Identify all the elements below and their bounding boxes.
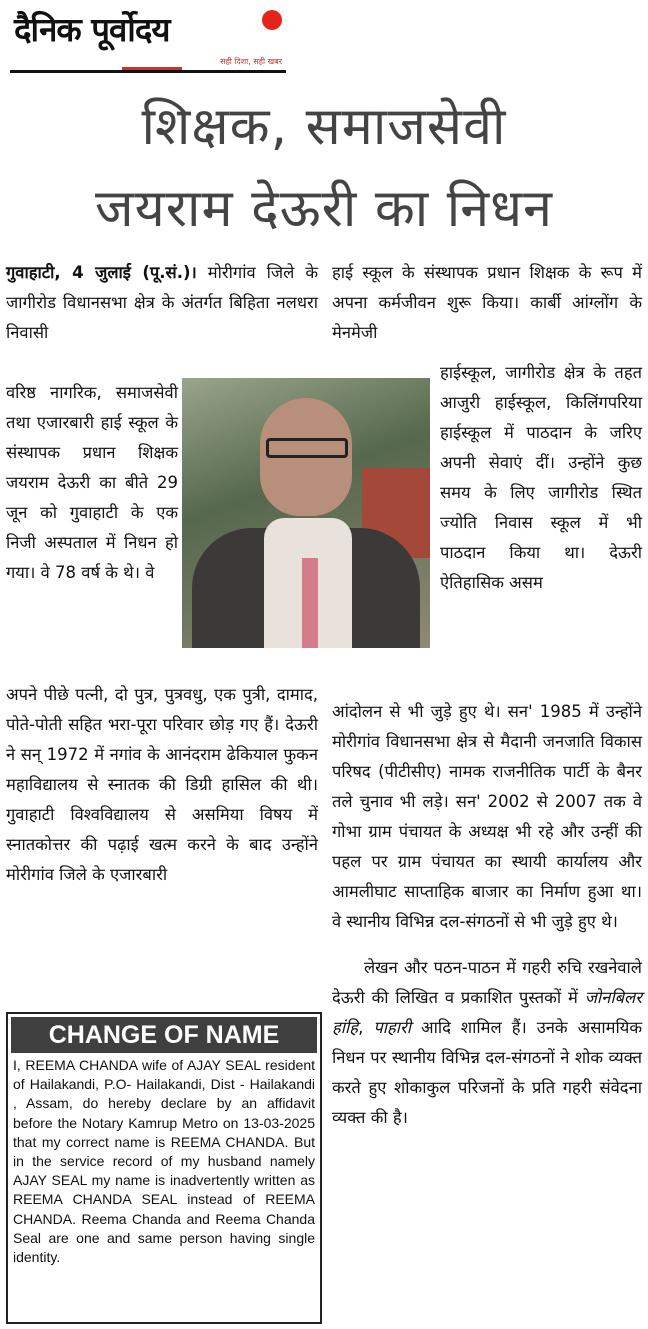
article-right-top: हाई स्कूल के संस्थापक प्रधान शिक्षक के रूप में अपना कर्मजीवन शुरू किया। कार्बी आंग्लोंग के मेनमेजी [332,263,642,342]
article-paragraph-politics: आंदोलन से भी जुड़े हुए थे। सन' 1985 में उन्होंने मोरीगांव विधानसभा क्षेत्र से मैदानी जनजाति विकास परिषद (पीटीसीए) नामक राजनीतिक पार्टी के बैनर तले चुनाव भी लड़े। सन' 2002 से 2007 तक वे गोभा ग्राम पंचायत के अध्यक्ष भी रहे और उन्हीं की पहल पर ग्राम पंचायत का स्थायी कार्यालय और आमलीघाट साप्ताहिक बाजार का निर्माण हुआ था। वे स्थानीय विभिन्न दल-संगठनों से भी जुड़े हुए थे। [332,701,642,931]
article-right-lower [332,680,642,1150]
headline-line-2: जयराम देऊरी का निधन [95,179,553,239]
article-headline [0,86,648,250]
logo-sun-icon [262,10,282,30]
article-paragraph-books [332,953,642,1133]
book-title-1: जोनबिलर हांहि [332,988,642,1037]
newspaper-tagline: सही दिशा, सही खबर [220,57,282,66]
headline-line-1: शिक्षक, समाजसेवी [141,97,507,157]
notice-body: I, REEMA CHANDA wife of AJAY SEAL resident of Hailakandi, P.O- Hailakandi, Dist - Hailakandi , Assam, do hereby declare by an affidavit before the Notary Kamrup Metro on 13-03-2025 that my correct name is REEMA CHANDA. But in the service record of my husband namely AJAY SEAL my name is inadvertently written as REEMA CHANDA SEAL instead of REEMA CHANDA. Reema Chanda and Reema Chanda Seal are one and same person having single identity. [13,1057,315,1266]
books-text-b: आदि शामिल हैं। उनके असामयिक निधन पर स्थानीय विभिन्न दल-संगठनों ने शोक व्यक्त करते हुए शोकाकुल परिजनों के प्रति गहरी संवेदना व्यक्त की है। [332,1018,643,1127]
portrait-photo [182,378,430,648]
change-of-name-notice [6,1012,322,1324]
masthead-rule [10,70,286,73]
article-left-lower: अपने पीछे पत्नी, दो पुत्र, पुत्रवधु, एक पुत्री, दामाद, पोते-पोती सहित भरा-पूरा परिवार छोड़ गए हैं। देऊरी ने सन् 1972 में नगांव के आनंदराम ढेकियाल फुकन महाविद्यालय से स्नातक की डिग्री हासिल की थी। गुवाहाटी विश्वविद्यालय से असमिया विषय में स्नातकोत्तर की पढ़ाई खत्म करने के बाद उन्होंने मोरीगांव जिले के एजारबारी [6,685,318,884]
article-left-intro [6,258,318,348]
masthead [10,6,286,72]
article-text-intro: मोरीगांव जिले के जागीरोड विधानसभा क्षेत्र के अंतर्गत बिहिता नलधरा निवासी [6,263,319,342]
books-comma: , [358,1018,374,1037]
notice-title: CHANGE OF NAME [11,1017,317,1053]
article-right-wrap: हाईस्कूल, जागीरोड क्षेत्र के तहत आजुरी हाईस्कूल, किलिंगपरिया हाईस्कूल में पाठदान के जरिए अपनी सेवाएं दीं। उन्होंने कुछ समय के लिए जागीरोड स्थित ज्योति निवास स्कूल में भी पाठदान किया था। देऊरी ऐतिहासिक असम [440,363,642,592]
article-left-wrap: वरिष्ठ नागरिक, समाजसेवी तथा एजारबारी हाई स्कूल के संस्थापक प्रधान शिक्षक जयराम देऊरी का बीते 29 जून को गुवाहाटी के एक निजी अस्पताल में निधन हो गया। वे 78 वर्ष के थे। वे [6,383,178,582]
books-text-a: लेखन और पठन-पाठन में गहरी रुचि रखनेवाले देऊरी की लिखित व प्रकाशित पुस्तकों में [332,958,642,1007]
article-dateline: गुवाहाटी, 4 जुलाई (पू.सं.)। [6,263,197,282]
newspaper-logo: दैनिक पूर्वोदय [14,10,170,49]
book-title-2: पाहारी [373,1018,412,1037]
